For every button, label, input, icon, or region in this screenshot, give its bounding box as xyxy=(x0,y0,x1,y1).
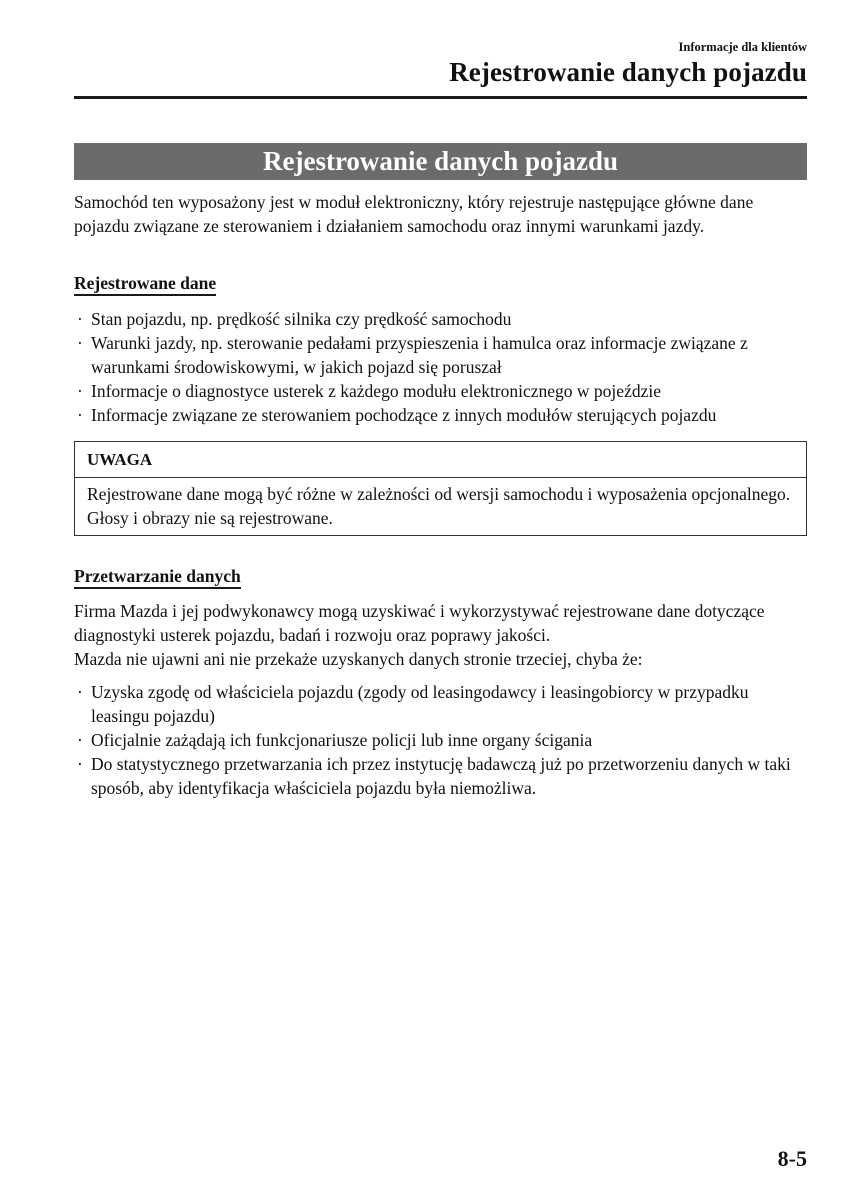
list-item: · Oficjalnie zażądają ich funkcjonariusze policji lub inne organy ścigania xyxy=(77,730,593,750)
list-item: · Warunki jazdy, np. sterowanie pedałami przyspieszenia i hamulca oraz informacje związane z warunkami środowiskowymi, w jakich pojazd się poruszał xyxy=(77,333,748,377)
bullet-dot-icon: · xyxy=(77,333,83,353)
list-item: · Do statystycznego przetwarzania ich przez instytucję badawczą już po przetworzeniu danych w taki sposób, aby identyfikacja właściciela pojazdu była niemożliwa. xyxy=(77,754,791,798)
note-label: UWAGA xyxy=(75,442,806,478)
bullet-dot-icon: · xyxy=(77,754,83,774)
processing-paragraph-2: Mazda nie ujawni ani nie przekaże uzyskanych danych stronie trzeciej, chyba że: xyxy=(74,649,643,669)
intro-paragraph: Samochód ten wyposażony jest w moduł elektroniczny, który rejestruje następujące główne dane pojazdu związane ze sterowaniem i działaniem samochodu oraz innymi warunkami jazdy. xyxy=(74,192,754,236)
recorded-data-list xyxy=(74,307,807,427)
bullet-dot-icon: · xyxy=(77,381,83,401)
bullet-dot-icon: · xyxy=(77,730,83,750)
header-rule xyxy=(74,96,807,99)
list-item: · Informacje o diagnostyce usterek z każdego modułu elektronicznego w pojeździe xyxy=(77,381,661,401)
page-title: Rejestrowanie danych pojazdu xyxy=(74,143,807,180)
note-text: Rejestrowane dane mogą być różne w zależności od wersji samochodu i wyposażenia opcjonalnego. Głosy i obrazy nie są rejestrowane. xyxy=(87,484,791,528)
processing-heading: Przetwarzanie danych xyxy=(74,565,241,589)
list-item: · Informacje związane ze sterowaniem pochodzące z innych modułów sterujących pojazdu xyxy=(77,405,717,425)
list-item: · Stan pojazdu, np. prędkość silnika czy prędkość samochodu xyxy=(77,309,512,329)
processing-paragraph-1: Firma Mazda i jej podwykonawcy mogą uzyskiwać i wykorzystywać rejestrowane dane dotyczące diagnostyki usterek pojazdu, badań i rozwoju oraz poprawy jakości. xyxy=(74,601,765,645)
recorded-data-heading: Rejestrowane dane xyxy=(74,272,216,296)
bullet-dot-icon: · xyxy=(77,405,83,425)
header-section-label: Informacje dla klientów xyxy=(678,40,807,54)
bullet-dot-icon: · xyxy=(77,682,83,702)
processing-conditions-list xyxy=(74,680,807,800)
page-number: 8-5 xyxy=(777,1146,807,1171)
bullet-dot-icon: · xyxy=(77,309,83,329)
note-box xyxy=(74,441,807,536)
header-title: Rejestrowanie danych pojazdu xyxy=(449,57,807,87)
list-item: · Uzyska zgodę od właściciela pojazdu (zgody od leasingodawcy i leasingobiorcy w przypadku leasingu pojazdu) xyxy=(77,682,749,726)
